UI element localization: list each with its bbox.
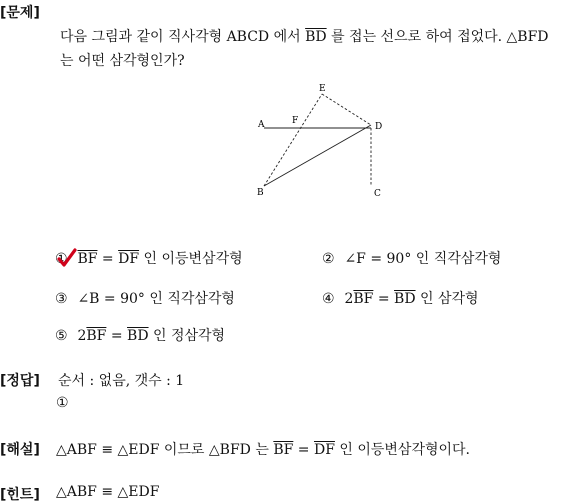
explanation-eq: = [293,442,314,458]
option-5-seg2: $\overline{BD}$ [127,328,149,344]
hint-label: [힌트] [0,487,40,503]
option-1[interactable] [55,248,243,268]
explanation-seg1: $\overline{BF}$ [273,442,294,458]
option-1-text-after: 인 이등변삼각형 [139,251,243,267]
option-4[interactable] [322,288,479,308]
option-3-marker: ③ [55,291,68,307]
point-F-label: F [292,116,299,126]
option-5-text-before: 2 [77,328,87,344]
explanation-seg2: $\overline{DF}$ [313,442,335,458]
option-4-text-before: 2 [344,291,354,307]
option-2-marker: ② [322,251,335,267]
answer-line1: 순서 : 없음, 갯수 : 1 [58,373,185,389]
explanation-label: [해설] [0,442,40,458]
option-1-eq: = [97,251,119,267]
problem-text-line1 [60,26,549,46]
option-3[interactable] [55,288,235,308]
option-1-seg2: $\overline{DF}$ [118,251,140,267]
option-4-seg1: $\overline{BF}$ [353,291,374,307]
option-3-text: ∠B = 90° 인 직각삼각형 [77,291,235,307]
problem-label: [문제] [0,5,40,21]
option-5[interactable] [55,325,225,345]
option-1-marker: ① [55,251,73,267]
option-2-text: ∠F = 90° 인 직각삼각형 [344,251,502,267]
option-4-eq: = [373,291,395,307]
option-4-marker: ④ [322,291,335,307]
explanation-text [56,439,470,459]
problem-text-line2: 는 어떤 삼각형인가? [60,53,185,69]
explanation-text-after: 인 이등변삼각형이다. [334,442,471,458]
problem-seg-BD: $\overline{BD}$ [305,29,327,45]
option-1-seg1: $\overline{BF}$ [77,251,98,267]
option-5-text-after: 인 정삼각형 [148,328,226,344]
point-C-label: C [374,189,381,199]
option-5-eq: = [106,328,128,344]
option-2[interactable] [322,248,501,268]
point-D-label: D [375,122,383,132]
geometry-figure [250,78,400,203]
point-E-label: E [319,84,326,94]
segment-BD [264,125,371,186]
answer-line2: ① [56,395,69,411]
hint-text: △ABF ≡ △EDF [56,484,160,500]
answer-label: [정답] [0,373,40,389]
option-4-text-after: 인 삼각형 [415,291,479,307]
segment-ED [322,94,371,125]
option-5-marker: ⑤ [55,328,68,344]
problem-line1: 다음 그림과 같이 직사각형 ABCD 에서 $\overline{BD}$ 를 접는 선으로 하여 접었다. △BFD [60,29,549,45]
point-A-label: A [258,120,265,130]
segment-BE [264,94,322,186]
option-5-seg1: $\overline{BF}$ [86,328,107,344]
option-4-seg2: $\overline{BD}$ [394,291,416,307]
point-B-label: B [257,188,264,198]
checkmark-icon [57,248,77,268]
explanation-text-before: △ABF ≡ △EDF 이므로 △BFD 는 [56,442,274,458]
